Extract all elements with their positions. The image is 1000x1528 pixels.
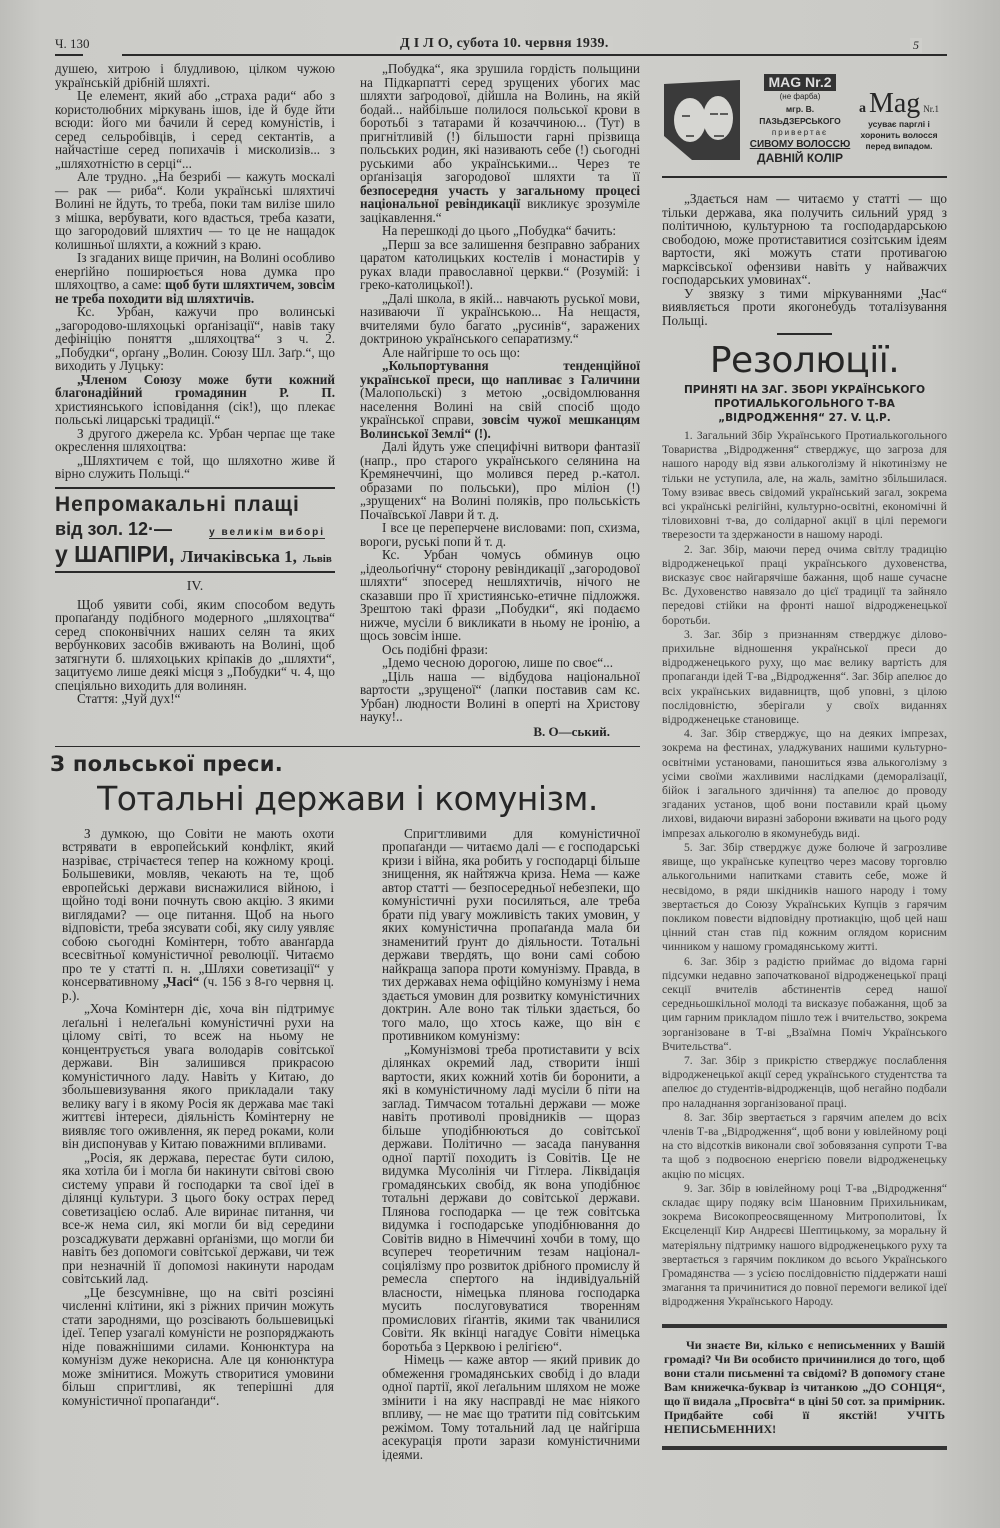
short-divider [777,333,832,335]
mag1-heading [859,89,939,119]
paragraph: „Комунізмові треба протиставити у всіх ділянках окремий лад, створити інші вартости, яких кожний хотів би боронити, а які в комуністичному ладі мусіли б піти на заглад. Тимчасом тотальні держави — може навіть противолі провідників — щораз більше уподібнюються до совітської держави. Політично — засада панування одної партії походить із Совітів. Це не видумка Мусолінія чи Гітлера. Ліквідація громадянських свобід, як вона уподібнює тотальні держави до совітської держави. Плянова господарка — це теж совітська видумка і господарське уподібнювання до Совітів видно в Німеччині хочби в тому, що всупереч теоретичним тезам націонал-соціялізму про розвиток дрібного промислу й ремесла спертого на індивідуальній власности, німецька плянова господарка мусить послуговуватися творенням промислових ґіґантів, якими так чванилися Совіти. Як вкінці нагадує Совіти німецька боротьба з Церквою і релігією“. [382,1041,640,1354]
paragraph: Спригтливими для комуністичної пропаґанди — читаємо далі — є господарські кризи і війна, яка робить у господарці більше знищення, як найтяжча криза. Нема — каже автор статті — безпосередньої небезпеки, що комуністичні рухи посиляться, але треба брати під увагу можливість таких умовин, у яких комуністична пропаґанда мала би знаменитий ґрунт до діяльности. Тотальні держави твердять, що вони самі собою найкраща запора проти комунізму. Правда, в тих державах нема офіційно комунізму і нема здається умовин для розвитку комуністичних доктрин. Але воно так тільки здається, бо того мало, що хтось каже, що він є противником комунізму: [382,825,640,1043]
paragraph: „Хоча Комінтерн діє, хоча він підтримує леґальні і нелеґальні комуністичні рухи на цілому світі, то всеж на ньому не концентрується увага володарів совітської держави. Він залишився прикрасою комуністичного ладу. Навіть у Китаю, до збольшевизування якого прикладали таку велику вагу і в якому Росія як держава має такі життєві інтереси, діяльність Комінтерну не виявляє того оживлення, як перед роками, коли він диспонував у Китаю поважними впливами. [62,1001,334,1151]
paragraph: Далі йдуть уже специфічні витвори фантазії (напр., про старого українського селянина на Кремянеччині, що молився перед р.-катол. образами по польськи), про міліон (!) „зрущених“ на Волині поляків, про польськість Почаївської Лаври й т. д. [360,439,640,522]
paragraph [55,373,335,427]
header-rule [55,54,83,56]
paragraph: „Здається нам — читаємо у статті — що тільки держава, яка получить сильний уряд з політичною, культурною та господардарською свободою, може протиставитися созітським ідеям вартости, які можуть стати противагою марксівської офензиви навіть у найважчих господарських умовинах“. [662,191,947,287]
paragraph [360,359,640,440]
paragraph [62,827,334,1003]
left-area [50,61,641,1462]
mag2-verb: привертає [771,128,829,137]
paragraph: Стаття: „Чуй дух!“ [77,691,181,706]
paragraph: Кс. Урбан чомусь обминув оцю „ідеольоґічну“ сторону ревіндикації „загородової шляхти“ зпосеред нешляхтичів, нічого не сказавши про її християнсько-етичне підложжя. Зрештою такі фрази „Побудки“, які подаємо нижче, мусіли б викликати в ньому не іронію, а щось зовсім інше. [360,547,640,643]
paragraph [55,251,335,305]
paragraph: 5. Заг. Збір стверджує дуже болюче й загрозливе явище, що українське купецтво через масову торговлю алькогольними напитками ставить себе, може й несвідомо, в ряди шкідників нашого народу і тому звертається до Союзу Українських Купців з гарячим покликом повести відповідну протиакцію, щоб цей наш цінний стан став під кожним оглядом корисним чинником у нашому громадянському житті. [662,840,947,954]
paragraph: „Далі школа, в якій... навчають руської мови, називаючи її українською... На нещастя, вчителями було багато „русинів“, заражених доктриною українського сепаратизму.“ [360,290,640,346]
article-pobudka [360,62,640,724]
mag2-maker: мгр. В. ПАЗЬДЗЕРСЬКОГО [759,104,841,126]
section-heading: З польської преси. [50,751,284,776]
divider [662,176,947,178]
paragraph: „Шляхтичем є той, що шляхотно живе й вірно служить Польщі.“ [55,452,335,481]
faces-illustration-icon [662,76,742,164]
issue-number: Ч. 130 [55,36,90,51]
mag2-line1: СИВОМУ ВОЛОССЮ [749,139,851,150]
paragraph [360,62,640,224]
article-szlachta-continuation [55,62,335,481]
paragraph: „Перш за все залишення безправно забраних царатом католицьких костелів і монастирів у руках влади православної церкви.“ (Розумій: і греко-католицької!). [360,236,640,292]
ad-price: від зол. 12·— [55,518,172,539]
mag1-brand: Mag [868,87,921,119]
article-total-states-left [62,827,334,1408]
paragraph: На перешкоді до цього „Побудка“ бачить: [382,223,617,238]
paragraph: Кс. Урбан, кажучи про волинські „загородово-шляхоцькі орґанізації“, навів таку дефініцію поняття „шляхоцтва“ з ч. 2. „Побудки“, орґану „Волин. Союзу Шл. Заґр.“, що виходить у Луцьку: [55,304,335,373]
divider [55,571,335,573]
literacy-text: Чи знаєте Ви, кілько є неписьменних у Вашій громаді? Чи Ви особисто причинилися до того, щоб вони стали письменні та свідомі? В допомогу стане Вам книжечка-буквар із читанкою „ДО СОНЦЯ“, що її видала „Просвіта“ в ціні 50 сот. за примірник. Придбайте собі її якстій! УЧІТЬ НЕПИСЬМЕННИХ! [664,1337,945,1436]
column-2 [360,62,640,740]
paragraph: душею, хитрою і блудливою, цілком чужою українській дрібній шляхті. [55,61,335,90]
article-chas-continuation [662,192,947,327]
bold-text: щоб бути шляхтичем, зовсім не треба походити від шляхтичів. [55,277,335,306]
divider [55,746,640,747]
bold-text: „Членом Союзу може бути кожний благонадійний громадянин Р. П. [55,371,335,400]
ad-headline: Непромакальні плащі [55,492,300,516]
resolutions-list [662,429,947,1310]
mag2-brand: MAG Nr.2 [764,74,835,91]
paragraph: У звязку з тими міркуваннями „Час“ виявляється проти якогонебудь тоталізування Польщі. [662,285,947,328]
ad-mag-hair [662,74,947,166]
ad-city: Львів [302,552,332,565]
ad-address: Личаківська 1, [180,546,297,566]
article-columns [55,827,640,1462]
mag2-block [748,74,852,166]
paragraph: 8. Заг. Збір звертається з гарячим апелем до всіх членів Т-ва „Відродження“, щоб вони у ювілейному році на сто відсотків виконали свої зобовязання супроти Т-ва та щоб з подвоєною енергією повели відродженецьку акцію по місцях. [662,1110,947,1181]
resolutions-subtitle: ПРИНЯТІ НА ЗАГ. ЗБОРІ УКРАЇНСЬКОГО ПРОТИАЛЬКОГОЛЬНОГО Т-ВА „ВІДРОДЖЕННЯ“ 27. V. Ц.Р. [683,384,926,424]
author-signature: В. О—ський. [533,723,610,739]
mag1-number: Nr.1 [923,103,940,114]
paragraph: „Ціль наша — відбудова національної вартости „зрущеної“ (лапки поставив сам кс. Урбан) людности Волині в оперті на Христову науку!.. [360,668,640,724]
bold-text: зовсім чужої мешканцям Волинської Землі“ (!). [360,412,640,441]
bold-text: „Часі“ [162,974,200,989]
resolutions-title: Резолюції. [709,340,900,381]
paragraph: „Ідемо чесною дорогою, лише по своє“... [382,655,614,670]
box-rule [662,1446,947,1450]
ad-raincoats [55,489,335,571]
paragraph: 7. Заг. Збір з прикрістю стверджує послаблення відродженецької акції серед українського студентства та апелює до студентів-відродженців, щоб негайно подбали про наладнання зорганізованої праці. [662,1053,947,1110]
paragraph: 2. Заг. Збір, маючи перед очима світлу традицію відродженецької праці українського духовенства, висказує своє найгарячіше бажання, щоб наше сучасне Вс. Духовенство навязало до цієї традиції та зайняло передові стійки на фронті нашої відродженецької боротьби. [662,542,947,627]
literacy-appeal [664,1338,945,1436]
box-rule [662,1324,947,1328]
bold-text: безпосередня участь у загальному процесі національної ревіндикації [360,182,640,211]
ad-store: у ШАПІРИ, [55,540,175,567]
mag2-line2: ДАВНІЙ КОЛІР [757,151,843,165]
paragraph: Але трудно. „На безрибі — кажуть москалі — рак — риба“. Коли українські шляхтичі Волині не йдуть, то треба, поки там вилізе шило з мішка, вербувати, кого вдасться, треба казати, що загородовий шляхтич — то це не нащадок колишньої шляхти, а кожний з краю. [55,169,335,252]
page-layout [50,61,947,1462]
text: (ч. 156 з 8-го червня ц. р.). [62,974,334,1003]
mag2-note: (не фарба) [779,92,821,101]
article-total-states-right [382,827,640,1462]
mag1-text: усуває парглі і хоронить волосся перед випадом. [860,118,938,151]
masthead: Д І Л О, субота 10. червня 1939. [396,36,613,52]
header-rule [122,54,947,56]
bold-text: „Кольпортування тенденційної української преси, що напливає з Галичини [360,358,640,387]
paragraph: Це елемент, який або „страха ради“ або з користолюбних міркувань ішов, іде й буде йти всюди: його ми бачили й серед комуністів, і серед сельробівців, і серед сектантів, а найчастіше серед попихачів і мисколизів... з „шляхотністю в серці“... [55,88,335,171]
section-iv-text [55,598,335,706]
paragraph: Ось подібні фрази: [382,641,488,657]
paragraph: „Росія, як держава, перестає бути силою, яка хотіла би і могла би накинути світові свою систему управи й господарки та свої ідеї в ділянці культури. З цього боку острах перед советизацією ослаб. Але виринає питання, чи все-ж нема сил, які могли би від середини розсаджувати державні орґанізми, що могли би навіть без допомоги совітської держави, чи теж при незначній її допомозі накинути народам совітський лад. [62,1149,334,1286]
text: викликує зрозуміле зацікавлення.“ [360,196,641,225]
page-number: 5 [910,38,922,53]
paragraph: 3. Заг. Збір з признанням стверджує ділово-прихильне відношення української преси до відродженецького руху, що має велику вартість для пропаганди ідей Т-ва „Відродження“. Заг. Збір апелює до всіх українських видавництв, щоб уповні, з цілою послідовністю, зберігали у своїх виданнях відродженецьке становище. [662,627,947,727]
text: (Малопольскі) з метою „освідомлювання населення Волині на свій спосіб щодо української справи, [360,385,640,427]
paragraph: „Це безсумнівне, що на світі розсіяні численні клітини, які з ріжних причин можуть стати зароднями, що розсівають большевицькі ідеї. Тепер узагалі комуністи не розпоряджають ніде поважнішими силами. Конюнктура на комунізм дуже некорисна. Але ця конюнктура може змінитися. Можуть створитися умовини більш спригтливі, як теперішні для комуністичної пропаґанди“. [62,1284,334,1408]
paragraph: Але найгірше то ось що: [382,344,521,360]
text: „Побудка“, яка зрушила гордість польщини на Підкарпатті серед зрущених убогих мас шляхти заґродової, дійшла на Волинь, на якій бодай... найбільше полилося польської крови в боротьбі з татарами й козаччиною... (Тут) в пригнітливій (!) більшости гарні прізвища польських родин, які називають себе (!) сьогодні руськими або українськими... Через те орґанізація загородової шляхти та її [360,61,640,184]
top-columns [55,62,640,740]
ad-selection: у великім виборі [209,526,325,538]
paragraph: 6. Заг. Збір з радістю приймає до відома гарні підсумки недавно започаткованої відродженецької праці секції вчителів абстинентів серед нашої середньошкільної молоді та висказує побажання, щоб за цим гарним прикладом пішло теж і вчительство, зокрема зорганізоване в Т-ві „Взаїмна Поміч Українського Вчительства“. [662,954,947,1053]
text: християнського ісповідання (сік!), що плекає польські лицарські традиції.“ [55,398,335,427]
paragraph: 9. Заг. Збір в ювілейному році Т-ва „Відродження“ складає щиру подяку всім Шановним Прихильникам, зокрема Високопреосвященному Митрополитові, Їх Ексцеленції Кир Андреєві Шептицькому, за моральну й матеріяльну підтримку нашого відродженецького руху та звертається з гарячим покликом до всього Українського Громадянства — з усією послідовністю піддержати наші змагання та причинитися до повної перемоги великої ідеї відродження Українського Народу. [662,1181,947,1309]
paragraph: Німець — каже автор — який привик до обмеження громадянських свобід і до влади одної партії, якої леґальним шляхом не може змінити і на яку насправді не має ніякого впливу, — не має що тратити під совітським режімом. Тому тотальний лад це найгірша асекурація проти зарази комуністичними ідеями. [382,1352,640,1462]
ad-and: а [858,100,866,116]
paragraph: І все це переперчене висловами: поп, схизма, вороги, руські попи й т. д. [360,520,640,549]
column-3 [662,62,947,1450]
text: Із згаданих вище причин, на Волині особливо енерґійно поширюється нова думка про шляхоцтво, а саме: [55,250,335,292]
paragraph: З другого джерела кс. Урбан черпає ще таке окреслення шляхоцтва: [55,425,335,454]
text: З думкою, що Совіти не мають охоти встрявати в европейський конфлікт, який назріває, стрічаєтеся тепер на кожному кроці. Большевики, мовляв, чекають на те, щоб европейські держави виснажилися війною, і щойно тоді вони почнуть свою акцію. З якими виглядами? — оце питання. Щоб на нього відповісти, треба зясувати собі, яку силу уявляє собою сьогодні Комінтерн, тобто аванґарда всесвітньої комуністичної революції. Читаємо про те у статті п. н. „Шляхи советизації“ у консервативному [62,825,334,989]
article-title: Тотальні держави і комунізм. [97,778,598,818]
column-1 [55,62,335,706]
paragraph: 4. Заг. Збір стверджує, що на деяких імпрезах, зокрема на фестинах, уладжуваних нашими культурно-освітніми установами, паношиться язва алькоголізму з усіми своїми жахливими наслідками (деморалізації, бійок і загального здичіння) та апелює до проводу згаданих установ, щоб вони поставили край цьому лихові, видаючи виразні заборони вживати на цього роду імпрезах алькоголю в якомунебудь виді. [662,727,947,840]
mag1-block [858,89,940,152]
paragraph: Щоб уявити собі, яким способом ведуть пропаґанду подібного модерного „шляхоцтва“ серед споконвічних наших селян та яких вербункових засобів вживають на Волині, щоб затягнути б. шляхоцьких кріпаків до „шляхти“, зацитуємо лише деякі місця з „Побудки“ ч. 4, що спеціяльно виходить для волинян. [55,596,335,693]
section-numeral: IV. [186,578,204,594]
paragraph: 1. Загальний Збір Українського Протиалькогольного Товариства „Відродження“ стверджує, що загроза для нашого народу від язви алькоголізму й нікотинізму не тільки не уступила, але, на жаль, замітно збільшилася. Тому взиває ввесь свідомий український загал, зокрема всі українські релігійні, культурно-освітні, економічні й тіловиховні т-ва, до солідарної акції в цілі перемоги тверезости та здержаности в нашому народі. [662,429,947,542]
